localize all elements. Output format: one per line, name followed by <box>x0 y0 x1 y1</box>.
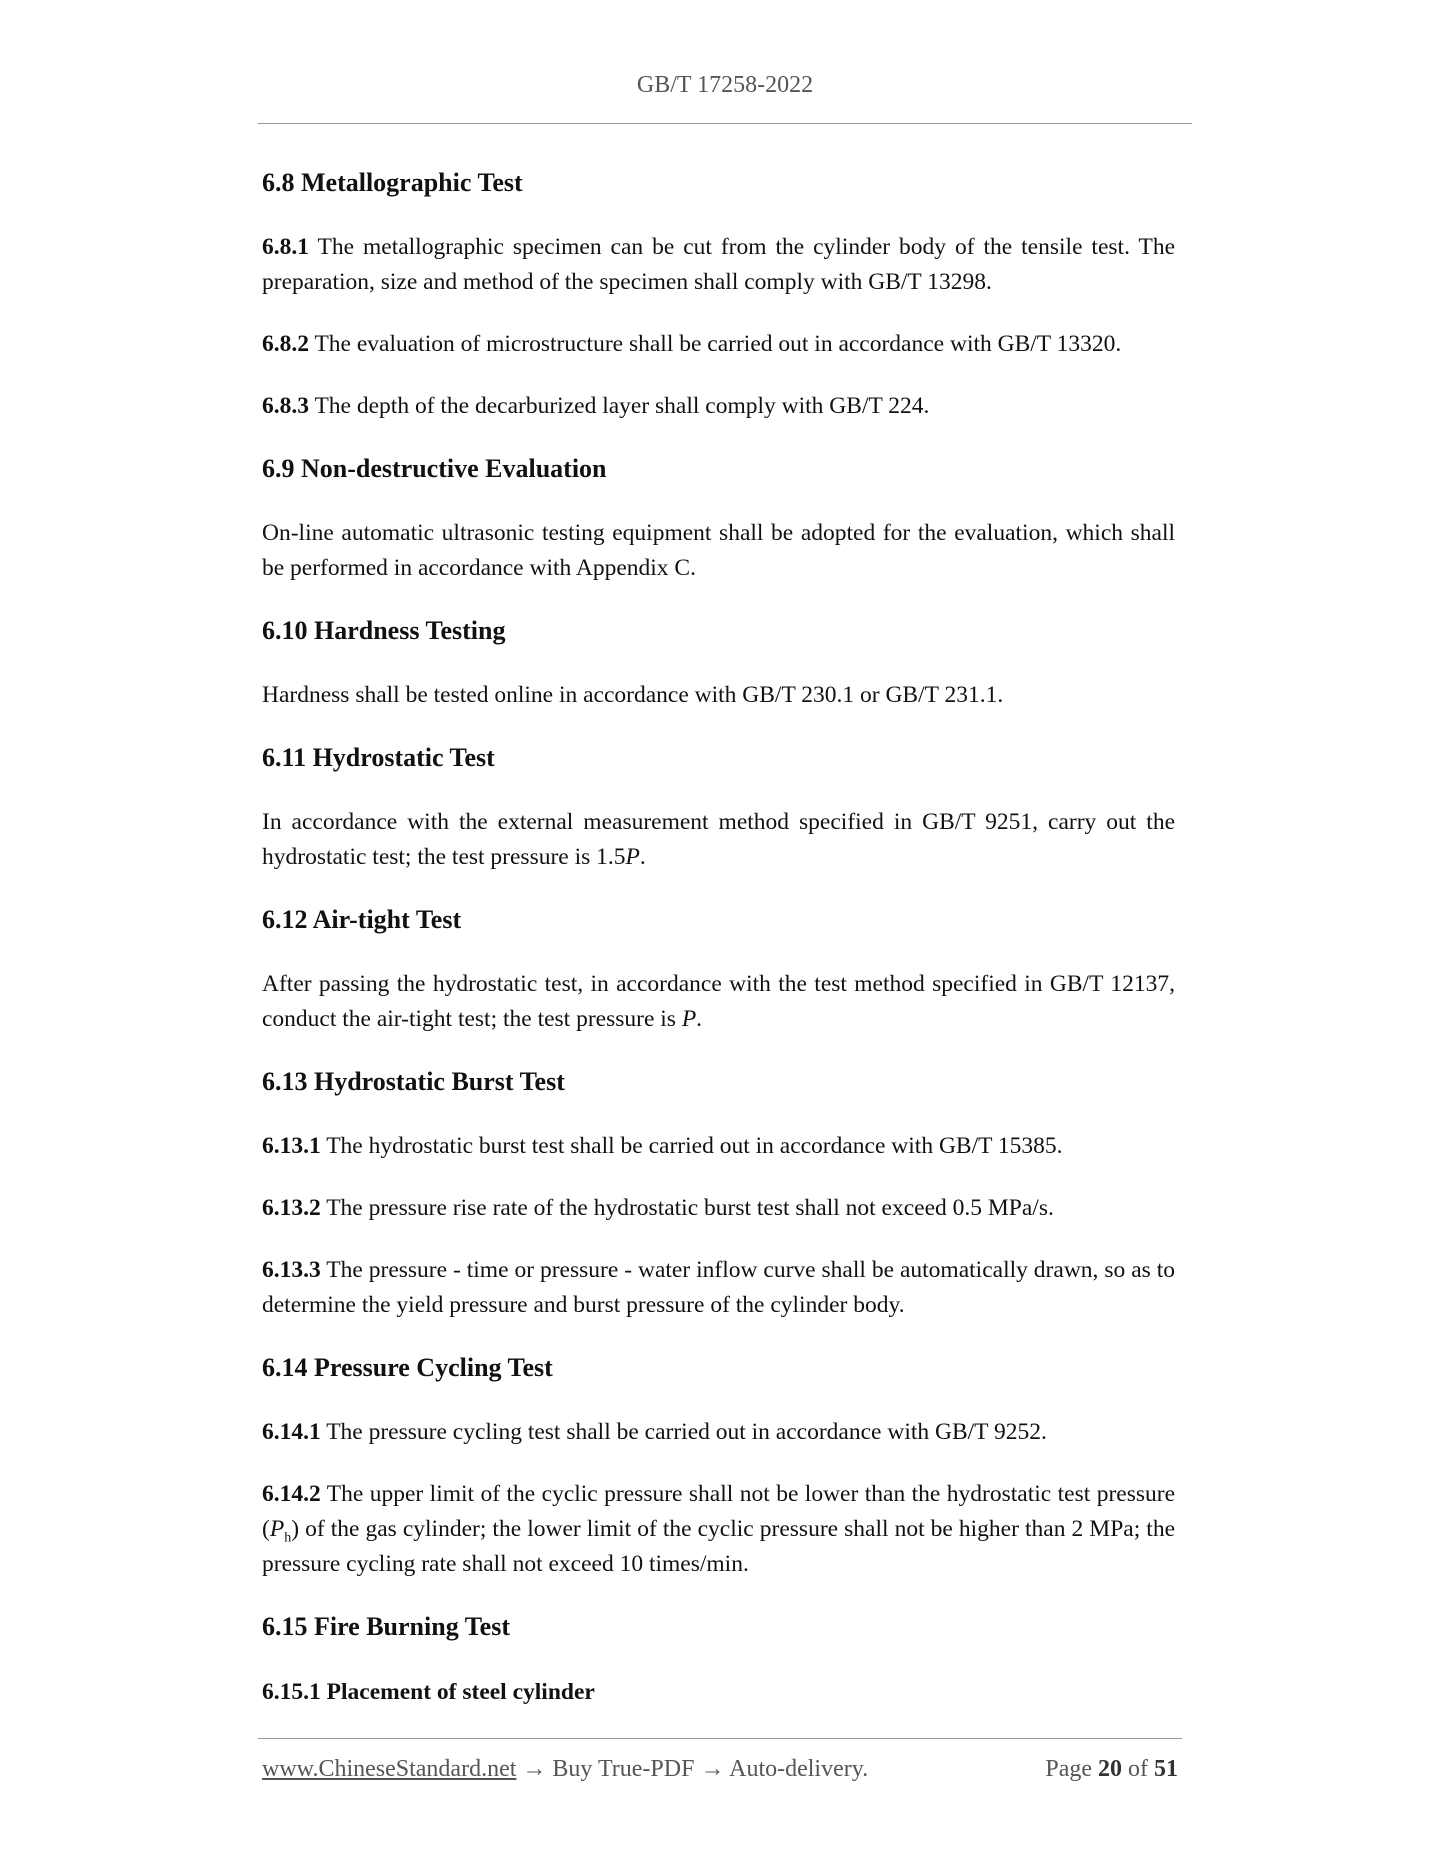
footer-divider <box>258 1738 1182 1739</box>
website-link[interactable]: www.ChineseStandard.net <box>262 1756 517 1782</box>
heading-6-14: 6.14 Pressure Cycling Test <box>262 1353 553 1382</box>
clause-number: 6.13.2 <box>262 1195 321 1221</box>
heading-6-8: 6.8 Metallographic Test <box>262 168 523 197</box>
clause-text: The upper limit of the cyclic pressure shall not be lower than the hydrostatic test pressure ( <box>262 1481 1175 1542</box>
paragraph-6-10: Hardness shall be tested online in accordance with GB/T 230.1 or GB/T 231.1. <box>262 682 1004 708</box>
header-divider <box>258 123 1192 124</box>
paragraph-6-13-1 <box>262 1129 1175 1164</box>
paragraph-6-13-2 <box>262 1191 1175 1226</box>
footer-promo <box>262 1756 868 1783</box>
document-id-header: GB/T 17258-2022 <box>636 72 814 98</box>
page-total: 51 <box>1154 1756 1178 1782</box>
pressure-subscript: h <box>284 1530 292 1546</box>
clause-text: The hydrostatic burst test shall be carried out in accordance with GB/T 15385. <box>320 1133 1063 1159</box>
clause-text-end: . <box>639 844 646 870</box>
paragraph-6-13-3 <box>262 1253 1175 1323</box>
clause-number: 6.8.3 <box>262 393 309 419</box>
clause-number: 6.13.1 <box>262 1133 321 1159</box>
paragraph-6-8-1 <box>262 230 1175 300</box>
clause-text: The pressure rise rate of the hydrostatic burst test shall not exceed 0.5 MPa/s. <box>320 1195 1054 1221</box>
clause-text: In accordance with the external measurement method specified in GB/T 9251, carry out the hydrostatic test; the test pressure is 1.5 <box>262 809 1175 870</box>
clause-number: 6.8.2 <box>262 331 309 357</box>
paragraph-6-11 <box>262 805 1175 875</box>
heading-6-10: 6.10 Hardness Testing <box>262 616 506 645</box>
heading-6-15: 6.15 Fire Burning Test <box>262 1612 511 1641</box>
page-footer <box>262 1756 1178 1783</box>
paragraph-6-12 <box>262 967 1175 1037</box>
heading-6-15-1: 6.15.1 Placement of steel cylinder <box>262 1679 595 1705</box>
heading-6-13: 6.13 Hydrostatic Burst Test <box>262 1067 565 1096</box>
clause-text: The pressure cycling test shall be carried out in accordance with GB/T 9252. <box>320 1419 1047 1445</box>
pressure-variable: P <box>681 1006 697 1032</box>
heading-6-11: 6.11 Hydrostatic Test <box>262 743 495 772</box>
pressure-variable: P <box>269 1516 285 1542</box>
pressure-variable: P <box>625 844 640 870</box>
clause-text: The evaluation of microstructure shall be carried out in accordance with GB/T 13320. <box>309 331 1122 357</box>
clause-text: After passing the hydrostatic test, in accordance with the test method specified in GB/T 12137, conduct the air-tight test; the test pressure is <box>262 971 1175 1032</box>
clause-text: The depth of the decarburized layer shall comply with GB/T 224. <box>309 393 930 419</box>
paragraph-6-8-2 <box>262 327 1175 362</box>
footer-promo-text: → Buy True-PDF → Auto-delivery. <box>516 1756 869 1782</box>
heading-6-9: 6.9 Non-destructive Evaluation <box>262 454 607 483</box>
clause-number: 6.14.1 <box>262 1419 321 1445</box>
clause-number: 6.8.1 <box>262 234 309 260</box>
clause-text-end: ) of the gas cylinder; the lower limit of the cyclic pressure shall not be higher than 2 MPa; the pressure cycling rate shall not exceed 10 times/min. <box>262 1516 1175 1577</box>
clause-text-end: . <box>696 1006 703 1032</box>
page-mid: of <box>1122 1756 1154 1782</box>
paragraph-6-8-3 <box>262 389 1175 424</box>
document-body <box>262 165 1175 1710</box>
clause-number: 6.13.3 <box>262 1257 321 1283</box>
clause-text: The metallographic specimen can be cut from the cylinder body of the tensile test. The preparation, size and method of the specimen shall comply with GB/T 13298. <box>262 234 1175 295</box>
page-current: 20 <box>1098 1756 1122 1782</box>
page-number <box>1045 1756 1178 1783</box>
paragraph-6-9: On-line automatic ultrasonic testing equipment shall be adopted for the evaluation, which shall be performed in accordance with Appendix C. <box>262 520 1175 581</box>
paragraph-6-14-1 <box>262 1415 1175 1450</box>
page-prefix: Page <box>1045 1756 1098 1782</box>
paragraph-6-14-2 <box>262 1477 1175 1582</box>
clause-text: The pressure - time or pressure - water inflow curve shall be automatically drawn, so as to determine the yield pressure and burst pressure of the cylinder body. <box>262 1257 1175 1318</box>
heading-6-12: 6.12 Air-tight Test <box>262 905 462 934</box>
clause-number: 6.14.2 <box>262 1481 321 1507</box>
